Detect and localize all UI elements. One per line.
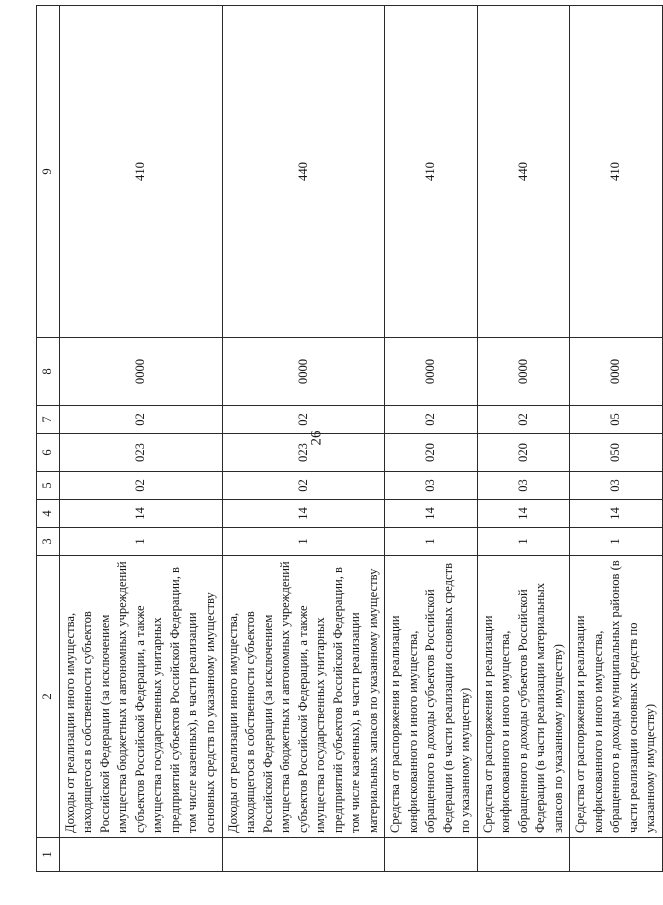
header-col-1: 1 <box>37 838 60 872</box>
row-code-3: 1 <box>59 528 222 556</box>
row-col-1 <box>477 838 570 872</box>
row-code-3: 1 <box>385 528 478 556</box>
row-code-9: 440 <box>477 6 570 338</box>
page-number: 26 <box>308 430 325 446</box>
row-code-5: 02 <box>59 472 222 500</box>
table-row <box>570 6 663 872</box>
row-code-4: 14 <box>570 500 663 528</box>
row-code-6: 020 <box>477 434 570 472</box>
row-code-3: 1 <box>477 528 570 556</box>
row-col-1 <box>222 838 385 872</box>
header-col-4: 4 <box>37 500 60 528</box>
table-row <box>59 6 222 872</box>
row-col-1 <box>385 838 478 872</box>
header-col-3: 3 <box>37 528 60 556</box>
header-col-8: 8 <box>37 338 60 406</box>
table-row <box>477 6 570 872</box>
row-code-6: 050 <box>570 434 663 472</box>
header-col-2: 2 <box>37 556 60 838</box>
row-code-5: 02 <box>222 472 385 500</box>
row-code-5: 03 <box>477 472 570 500</box>
row-code-4: 14 <box>222 500 385 528</box>
row-code-8: 0000 <box>570 338 663 406</box>
row-code-4: 14 <box>385 500 478 528</box>
row-description: Средства от распоряжения и реализации конфискованного и иного имущества, обращенного в доходы муниципальных районов (в части реализации основных средств по указанному имуществу) <box>570 556 663 838</box>
row-code-7: 02 <box>222 406 385 434</box>
row-code-9: 440 <box>222 6 385 338</box>
row-code-6: 020 <box>385 434 478 472</box>
table-row <box>222 6 385 872</box>
row-code-3: 1 <box>570 528 663 556</box>
row-code-6: 023 <box>222 434 385 472</box>
row-description: Доходы от реализации иного имущества, находящегося в собственности субъектов Российской Федерации (за исключением имущества бюджетных и автономных учреждений субъектов Российской Федерации, а также имущества государственных унитарных предприятий субъектов Российской Федерации, в том числе казенных), в части реализации материальных запасов по указанному имуществу <box>222 556 385 838</box>
row-code-3: 1 <box>222 528 385 556</box>
row-description: Средства от распоряжения и реализации конфискованного и иного имущества, обращенного в доходы субъектов Российской Федерации (в части реализации материальных запасов по указанному имуществу) <box>477 556 570 838</box>
header-col-9: 9 <box>37 6 60 338</box>
row-description: Доходы от реализации иного имущества, находящегося в собственности субъектов Российской Федерации (за исключением имущества бюджетных и автономных учреждений субъектов Российской Федерации, а также имущества государственных унитарных предприятий субъектов Российской Федерации, в том числе казенных), в части реализации основных средств по указанному имуществу <box>59 556 222 838</box>
header-col-7: 7 <box>37 406 60 434</box>
row-code-6: 023 <box>59 434 222 472</box>
row-code-7: 02 <box>477 406 570 434</box>
row-code-7: 02 <box>59 406 222 434</box>
row-code-8: 0000 <box>385 338 478 406</box>
row-code-9: 410 <box>385 6 478 338</box>
row-code-5: 03 <box>570 472 663 500</box>
row-code-7: 05 <box>570 406 663 434</box>
row-code-4: 14 <box>59 500 222 528</box>
header-row <box>37 6 60 872</box>
header-col-5: 5 <box>37 472 60 500</box>
row-code-8: 0000 <box>59 338 222 406</box>
row-code-4: 14 <box>477 500 570 528</box>
table-row <box>385 6 478 872</box>
row-col-1 <box>570 838 663 872</box>
row-col-1 <box>59 838 222 872</box>
header-col-6: 6 <box>37 434 60 472</box>
budget-classification-table <box>36 5 663 872</box>
row-description: Средства от распоряжения и реализации конфискованного и иного имущества, обращенного в доходы субъектов Российской Федерации (в части реализации основных средств по указанному имуществу) <box>385 556 478 838</box>
rotated-table-container <box>36 6 657 872</box>
row-code-9: 410 <box>59 6 222 338</box>
row-code-9: 410 <box>570 6 663 338</box>
row-code-8: 0000 <box>477 338 570 406</box>
row-code-7: 02 <box>385 406 478 434</box>
row-code-8: 0000 <box>222 338 385 406</box>
row-code-5: 03 <box>385 472 478 500</box>
